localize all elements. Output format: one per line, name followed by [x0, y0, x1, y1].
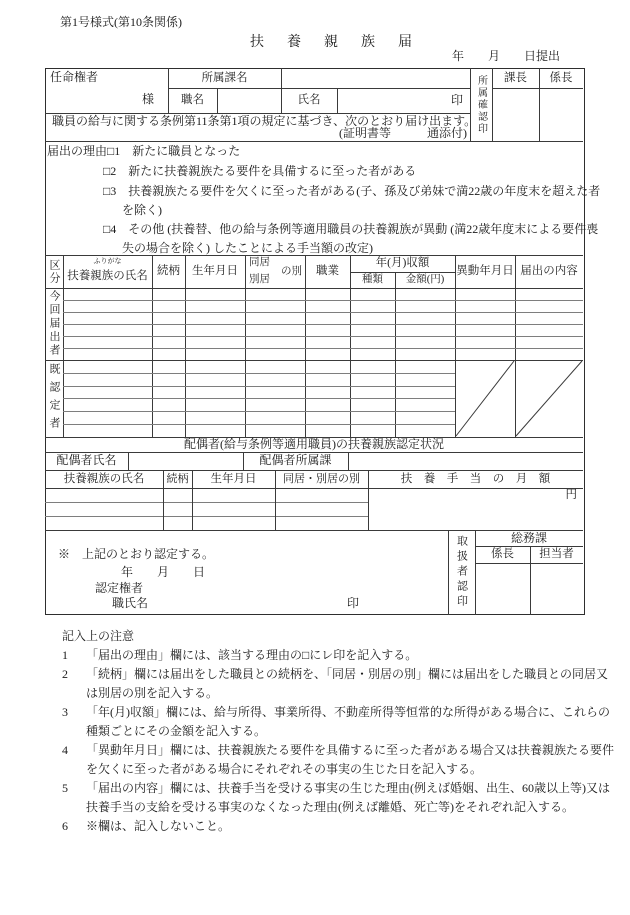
title-and-name-label: 職氏名 — [112, 596, 149, 610]
grid-line — [45, 288, 583, 289]
row-line — [63, 373, 455, 374]
relationship-header: 続柄 — [157, 265, 180, 278]
certify-date: 年 月 日 — [121, 565, 206, 579]
section-chief-label: 課長 — [504, 71, 527, 84]
department-label: 所属課名 — [201, 71, 248, 84]
appointing-authority-label: 任命権者 — [50, 70, 99, 84]
sama-honorific: 様 — [142, 92, 155, 106]
dependent-name-header: 扶養親族の氏名 — [67, 269, 148, 282]
row-line — [63, 324, 583, 325]
handler-seal-label: 取扱者認印 — [455, 535, 468, 610]
spouse-birthdate-header: 生年月日 — [210, 472, 257, 485]
subsection-chief-seal-cell — [539, 88, 583, 141]
income-header: 年(月)収額 — [375, 257, 430, 270]
note-text: を欠くに至った者がある場合にそれぞれその事実の生じた日を記入する。 — [86, 762, 483, 776]
cohabitation-header — [245, 255, 305, 288]
cohabit-label: 同居 — [249, 257, 270, 268]
spouse-name-field — [128, 452, 243, 470]
grid-line — [45, 141, 583, 142]
certifying-authority-label: 認定権者 — [95, 581, 144, 595]
note-text: 「続柄」欄には届出をした職員との続柄を、「同居・別居の別」欄には届出をした職員との同居又 — [86, 667, 609, 681]
spouse-dept-field — [348, 452, 583, 470]
row-line — [63, 312, 583, 313]
note-number: 3 — [62, 705, 68, 719]
no-betsu-label: の別 — [281, 266, 302, 277]
note-number: 2 — [62, 667, 68, 681]
person-in-charge-seal-cell — [530, 563, 583, 615]
note-text: 「異動年月日」欄には、扶養親族たる要件を具備するに至った者がある場合又は扶養親族たる要件 — [86, 743, 615, 757]
note-number: 5 — [62, 781, 68, 795]
form-number: 第1号様式(第10条関係) — [60, 15, 182, 29]
spouse-dept-label: 配偶者所属課 — [259, 453, 332, 468]
subsection-chief-seal-cell-bottom — [475, 563, 530, 615]
page-title: 扶 養 親 族 届 — [250, 35, 417, 50]
notification-content-header: 届出の内容 — [520, 265, 578, 278]
note-text: 種類ごとにその金額を記入する。 — [86, 724, 267, 738]
change-date-header: 異動年月日 — [456, 265, 514, 278]
spouse-name-label: 配偶者氏名 — [56, 453, 117, 468]
spouse-dep-name-header: 扶養親族の氏名 — [63, 472, 145, 485]
row-line — [45, 502, 368, 503]
note-number: 4 — [62, 743, 68, 757]
reason-line-4-cont: 失の場合を除く) したことによる手当額の改定) — [122, 241, 373, 255]
spouse-cohabitation-header: 同居・別居の別 — [283, 472, 360, 485]
row-line — [63, 300, 583, 301]
reason-line-1: 届出の理由□1 新たに職員となった — [47, 144, 241, 158]
reason-line-3: □3 扶養親族たる要件を欠くに至った者がある(子、孫及び弟妹で満22歳の年度末を超えた者 — [103, 184, 601, 198]
attachment-note: (証明書等 通添付) — [339, 126, 467, 140]
note-number: 6 — [62, 819, 68, 833]
current-notifier-label: 今回届出者 — [48, 290, 61, 358]
note-text: 扶養手当の支給を受ける事実のなくなった理由(例えば離婚、死亡等)をそれぞれ記入する。 — [86, 800, 574, 814]
submit-date-line: 年 月 日提出 — [452, 49, 561, 63]
birthdate-header: 生年月日 — [192, 265, 238, 278]
section-chief-seal-cell — [492, 88, 539, 141]
general-affairs-label: 総務課 — [510, 530, 547, 545]
diagonal-slash — [455, 360, 515, 437]
certify-seal-mark: 印 — [347, 596, 360, 610]
row-line — [63, 386, 455, 387]
income-type-header: 種類 — [362, 274, 383, 286]
reason-line-2: □2 新たに扶養親族たる要件を具備するに至った者がある — [103, 164, 417, 178]
spouse-relationship-header: 続柄 — [166, 472, 189, 485]
row-line — [63, 411, 455, 412]
separate-label: 別居 — [249, 273, 270, 285]
seal-mark: 印 — [450, 92, 463, 107]
row-line — [63, 398, 455, 399]
note-text: 「年(月)収額」欄には、給与所得、事業所得、不動産所得等恒常的な所得がある場合に、これらの — [86, 705, 610, 719]
spouse-section-title: 配偶者(給与条例等適用職員)の扶養親族認定状況 — [184, 437, 444, 452]
bottom-subsection-chief-label: 係長 — [491, 548, 514, 561]
already-certified-label: 既認定者 — [48, 362, 61, 435]
note-number: 1 — [62, 648, 68, 662]
person-in-charge-label: 担当者 — [539, 548, 574, 561]
subsection-chief-label: 係長 — [549, 71, 573, 84]
spouse-allowance-header: 扶 養 手 当 の 月 額 — [400, 472, 551, 485]
certify-statement: ※ 上記のとおり認定する。 — [58, 547, 215, 561]
category-header: 区分 — [48, 258, 61, 285]
grid-line — [395, 272, 396, 437]
row-line — [45, 516, 368, 517]
name-label: 氏名 — [297, 94, 321, 107]
furigana-header: ふりがな — [93, 256, 122, 265]
note-text: ※欄は、記入しないこと。 — [86, 819, 231, 833]
note-text: 「届出の理由」欄には、該当する理由の□にレ印を記入する。 — [86, 648, 418, 662]
occupation-header: 職業 — [316, 265, 339, 278]
statement-text: 職員の給与に関する条例第11条第1項の規定に基づき、次のとおり届け出ます。 — [52, 114, 477, 128]
row-line — [63, 336, 583, 337]
diagonal-slash — [515, 360, 583, 437]
row-line — [63, 348, 583, 349]
reason-line-3-cont: を除く) — [122, 203, 162, 217]
affiliation-seal-label: 所属確認印 — [475, 74, 487, 135]
notes-heading: 記入上の注意 — [62, 629, 135, 643]
row-line — [63, 424, 455, 425]
department-field — [281, 68, 470, 88]
income-amount-header: 金額(円) — [405, 274, 445, 286]
note-text: 「届出の内容」欄には、扶養手当を受ける事実の生じた理由(例えば婚姻、出生、60歳以上等)又は — [86, 781, 610, 795]
note-text: は別居の別を記入する。 — [86, 686, 219, 700]
yen-label: 円 — [565, 489, 577, 502]
job-title-label: 職名 — [181, 94, 204, 107]
reason-line-4: □4 その他 (扶養替、他の給与条例等適用職員の扶養親族が異動 (満22歳年度末による要件喪 — [103, 222, 599, 236]
job-title-field — [217, 88, 281, 113]
